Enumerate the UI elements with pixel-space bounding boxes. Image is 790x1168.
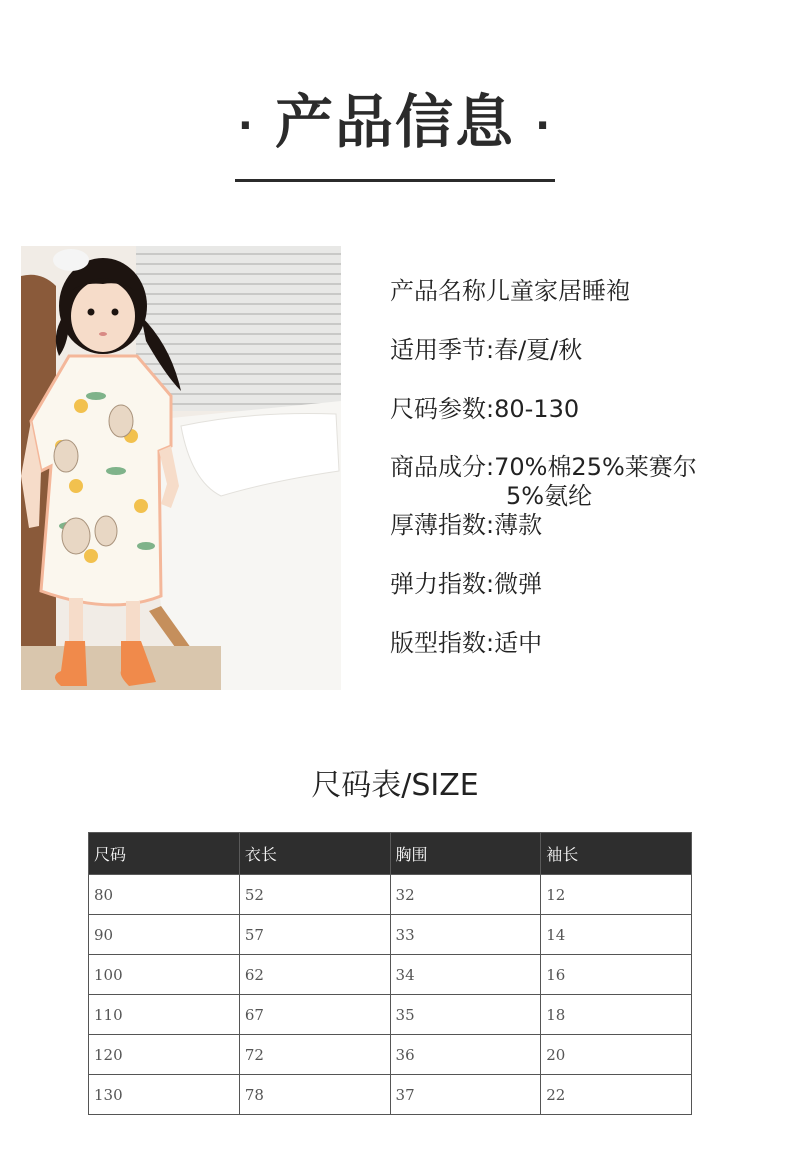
table-cell: 32 xyxy=(390,875,541,915)
table-cell: 110 xyxy=(89,995,240,1035)
table-cell: 67 xyxy=(239,995,390,1035)
table-row xyxy=(89,875,692,915)
spec-label: 尺码参数: xyxy=(390,395,495,423)
size-table xyxy=(88,832,692,1115)
title-underline xyxy=(235,179,555,182)
table-cell: 120 xyxy=(89,1035,240,1075)
size-chart-title: 尺码表/SIZE xyxy=(311,768,479,803)
spec-value: 适中 xyxy=(494,629,543,657)
table-cell: 14 xyxy=(541,915,692,955)
table-row xyxy=(89,995,692,1035)
table-row xyxy=(89,955,692,995)
spec-label: 产品名称 xyxy=(390,277,486,305)
table-cell: 12 xyxy=(541,875,692,915)
column-header: 胸围 xyxy=(390,833,541,875)
spec-label: 版型指数: xyxy=(390,629,495,657)
table-header-row xyxy=(89,833,692,875)
table-cell: 72 xyxy=(239,1035,390,1075)
column-header: 衣长 xyxy=(239,833,390,875)
spec-fit xyxy=(390,628,542,658)
spec-value: 春/夏/秋 xyxy=(494,336,583,364)
spec-elasticity xyxy=(390,569,542,599)
title-dot-left: · xyxy=(237,102,255,149)
table-cell: 37 xyxy=(390,1075,541,1115)
spec-value: 儿童家居睡袍 xyxy=(486,277,630,305)
column-header: 尺码 xyxy=(89,833,240,875)
table-cell: 78 xyxy=(239,1075,390,1115)
spec-label: 商品成分: xyxy=(390,453,495,481)
table-cell: 18 xyxy=(541,995,692,1035)
title-dot-right: · xyxy=(535,102,553,149)
table-cell: 22 xyxy=(541,1075,692,1115)
page-title: 产品信息 xyxy=(274,88,515,156)
spec-size-range xyxy=(390,394,579,424)
table-cell: 62 xyxy=(239,955,390,995)
table-cell: 34 xyxy=(390,955,541,995)
spec-season xyxy=(390,335,582,365)
table-cell: 36 xyxy=(390,1035,541,1075)
table-row xyxy=(89,915,692,955)
table-cell: 35 xyxy=(390,995,541,1035)
table-cell: 130 xyxy=(89,1075,240,1115)
table-cell: 90 xyxy=(89,915,240,955)
section-title xyxy=(0,82,790,166)
spec-value: 5%氨纶 xyxy=(506,482,593,510)
table-cell: 20 xyxy=(541,1035,692,1075)
product-photo xyxy=(21,246,341,690)
spec-label: 适用季节: xyxy=(390,336,495,364)
table-row xyxy=(89,1075,692,1115)
spec-product-name xyxy=(390,276,630,306)
spec-label: 厚薄指数: xyxy=(390,511,495,539)
table-row xyxy=(89,1035,692,1075)
column-header: 袖长 xyxy=(541,833,692,875)
table-cell: 80 xyxy=(89,875,240,915)
spec-value: 80-130 xyxy=(494,395,580,423)
table-cell: 57 xyxy=(239,915,390,955)
table-cell: 16 xyxy=(541,955,692,995)
spec-composition xyxy=(390,452,697,482)
spec-value: 70%棉25%莱赛尔 xyxy=(494,453,697,481)
table-cell: 100 xyxy=(89,955,240,995)
spec-value: 微弹 xyxy=(494,570,543,598)
spec-value: 薄款 xyxy=(494,511,543,539)
spec-thickness xyxy=(390,510,542,540)
table-cell: 52 xyxy=(239,875,390,915)
spec-composition-cont xyxy=(506,481,592,511)
table-cell: 33 xyxy=(390,915,541,955)
spec-label: 弹力指数: xyxy=(390,570,495,598)
